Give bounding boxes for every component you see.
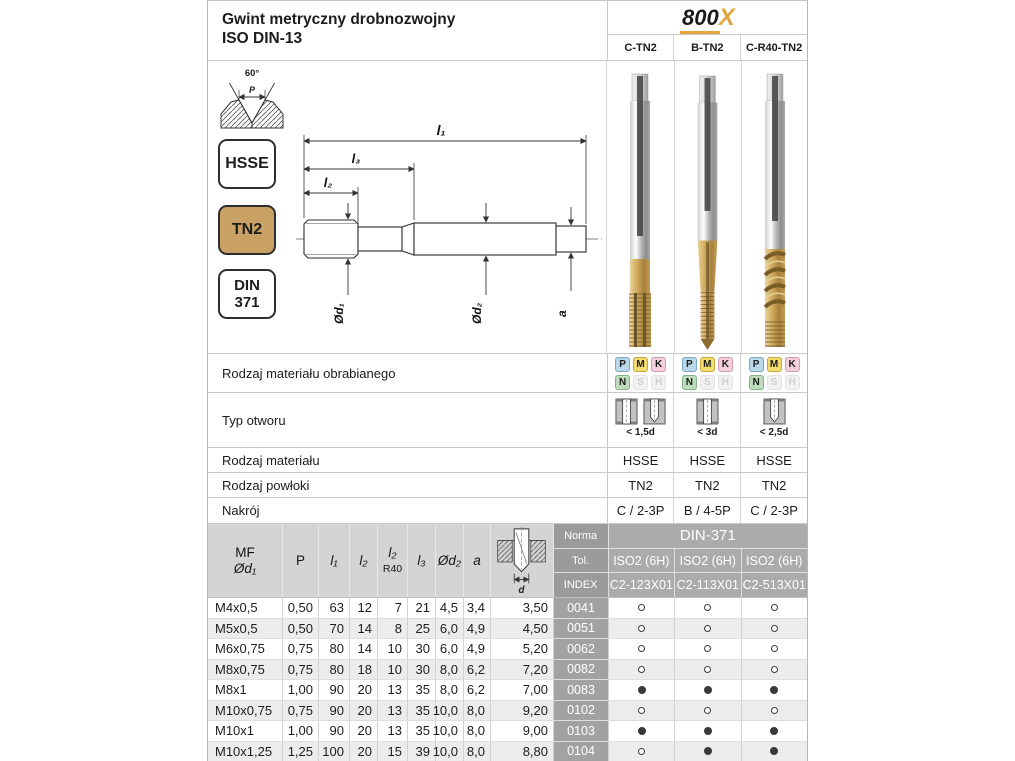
hole-type-label: Typ otworu <box>208 393 608 447</box>
hole-type-cell <box>740 393 807 447</box>
cell-size: M6x0,75 <box>208 639 283 659</box>
cell-index: 0083 <box>554 680 609 700</box>
availability-cell <box>742 660 807 680</box>
cell-value: 63 <box>319 598 350 618</box>
tool-material-value: HSSE <box>740 448 807 472</box>
hole-type-cell <box>608 393 674 447</box>
cell-value: 4,9 <box>464 619 491 639</box>
dim-l1: l₁ <box>436 122 446 138</box>
column-header-line: R40 <box>382 562 403 575</box>
availability-dot-filled <box>638 727 646 735</box>
cell-value: 1,00 <box>283 680 319 700</box>
availability-dot-filled <box>704 727 712 735</box>
thread-profile-icon <box>216 66 288 132</box>
cell-value: 10,0 <box>436 701 464 721</box>
cell-index: 0102 <box>554 701 609 721</box>
material-badge-k: K <box>651 357 666 372</box>
availability-cell <box>609 660 675 680</box>
din371-badge <box>218 269 276 319</box>
material-badges-cell <box>608 354 674 392</box>
pitch-label: P <box>248 85 256 95</box>
header-section <box>208 1 807 61</box>
tolerance-value: ISO2 (6H) <box>742 549 807 573</box>
availability-cell <box>609 619 675 639</box>
cell-value: 7,00 <box>491 680 554 700</box>
column-header-line: Ød₁ <box>233 560 257 576</box>
cell-value: 80 <box>319 660 350 680</box>
brand-logo-800x <box>680 3 735 31</box>
drill-hole-icon <box>494 525 549 597</box>
cell-value: 21 <box>408 598 436 618</box>
material-badge-m: M <box>633 357 648 372</box>
cell-value: 0,50 <box>283 619 319 639</box>
tap-photos <box>607 61 807 353</box>
availability-dot-filled <box>770 747 778 755</box>
tool-material-value: HSSE <box>673 448 740 472</box>
table-row <box>208 721 807 742</box>
cell-size: M5x0,5 <box>208 619 283 639</box>
index-code: C2-513X01 <box>742 573 807 597</box>
tool-material-value: HSSE <box>622 452 659 468</box>
availability-dot-open <box>771 707 778 714</box>
availability-dot-filled <box>770 686 778 694</box>
cell-size: M4x0,5 <box>208 598 283 618</box>
availability-dot-open <box>638 645 645 652</box>
index-label: INDEX <box>554 573 609 597</box>
availability-cell <box>609 639 675 659</box>
cell-value: 4,50 <box>491 619 554 639</box>
cell-value: 0,75 <box>283 639 319 659</box>
through-hole-icon <box>696 397 719 426</box>
availability-dot-filled <box>638 686 646 694</box>
workpiece-material-row <box>208 354 807 393</box>
table-row <box>208 742 807 761</box>
dimension-headers <box>208 524 491 597</box>
title-line1: Gwint metryczny drobnozwojny <box>222 11 456 28</box>
material-badge-p: P <box>615 357 630 372</box>
cell-value: 90 <box>319 680 350 700</box>
tolerance-value: ISO2 (6H) <box>609 549 675 573</box>
availability-dot-open <box>704 604 711 611</box>
material-badge-n: N <box>749 375 764 390</box>
availability-dot-open <box>704 707 711 714</box>
blind-hole-icon <box>643 397 666 426</box>
cell-value: 10 <box>378 639 408 659</box>
cell-value: 90 <box>319 701 350 721</box>
availability-dot-filled <box>770 727 778 735</box>
coating-value: TN2 <box>673 473 740 497</box>
din-label: DIN <box>234 277 260 294</box>
availability-cell <box>675 619 741 639</box>
availability-dot-open <box>704 625 711 632</box>
cell-value: 0,75 <box>283 660 319 680</box>
material-badge-p: P <box>682 357 697 372</box>
cell-index: 0103 <box>554 721 609 741</box>
material-badge-h: H <box>651 375 666 390</box>
cell-value: 13 <box>378 721 408 741</box>
cell-value: 14 <box>350 619 378 639</box>
cell-value: 4,5 <box>436 598 464 618</box>
cell-value: 3,50 <box>491 598 554 618</box>
cell-value: 10 <box>378 660 408 680</box>
cell-value: 80 <box>319 639 350 659</box>
availability-cell <box>675 598 741 618</box>
cell-value: 8,0 <box>436 660 464 680</box>
column-header-line: l₁ <box>330 552 338 568</box>
tolerance-label: Tol. <box>554 549 609 573</box>
availability-dot-open <box>638 748 645 755</box>
cell-value: 15 <box>378 742 408 761</box>
title-line2: ISO DIN-13 <box>222 30 303 47</box>
drill-d-label: d <box>518 584 525 596</box>
coating-value: TN2 <box>628 477 653 493</box>
hole-size-label: < 1,5d <box>626 427 655 438</box>
column-header <box>350 524 378 597</box>
availability-cell <box>742 742 807 761</box>
cell-value: 13 <box>378 701 408 721</box>
hole-icons <box>763 397 786 426</box>
column-header <box>378 524 408 597</box>
cell-value: 90 <box>319 721 350 741</box>
hole-type-cell <box>673 393 740 447</box>
cell-value: 6,0 <box>436 619 464 639</box>
brand-area <box>608 1 807 60</box>
index-code: C2-123X01 <box>609 573 675 597</box>
availability-dot-open <box>638 707 645 714</box>
index-code: C2-113X01 <box>675 573 741 597</box>
hole-icons <box>696 397 719 426</box>
availability-dot-open <box>638 666 645 673</box>
cell-value: 20 <box>350 742 378 761</box>
cell-value: 30 <box>408 660 436 680</box>
availability-cell <box>742 721 807 741</box>
tap-photo-c-tn2 <box>607 61 674 353</box>
availability-cell <box>675 680 741 700</box>
din-number: 371 <box>234 294 260 311</box>
column-header-line: l₂ <box>359 552 368 568</box>
cell-value: 35 <box>408 701 436 721</box>
chamfer-value: B / 4-5P <box>673 498 740 523</box>
column-header-line: MF <box>235 544 255 560</box>
cell-value: 25 <box>408 619 436 639</box>
material-badge-p: P <box>749 357 764 372</box>
availability-dot-open <box>638 625 645 632</box>
availability-cell <box>742 680 807 700</box>
workpiece-material-label: Rodzaj materiału obrabianego <box>208 354 608 392</box>
availability-cell <box>742 639 807 659</box>
product-column-header: C-R40-TN2 <box>740 35 807 60</box>
column-header-line: Ød₂ <box>437 552 462 568</box>
cell-size: M8x0,75 <box>208 660 283 680</box>
table-row <box>208 660 807 681</box>
material-badge-n: N <box>682 375 697 390</box>
chamfer-value: C / 2-3P <box>616 503 665 518</box>
availability-dot-open <box>771 645 778 652</box>
coating-value: TN2 <box>740 473 807 497</box>
coating-label: Rodzaj powłoki <box>208 473 608 497</box>
dim-a: a <box>555 310 569 317</box>
tap-photo-b-tn2 <box>674 61 741 353</box>
cell-size: M8x1 <box>208 680 283 700</box>
availability-dot-open <box>771 625 778 632</box>
cell-value: 0,75 <box>283 701 319 721</box>
availability-dot-open <box>638 604 645 611</box>
availability-cell <box>609 598 675 618</box>
cell-value: 9,00 <box>491 721 554 741</box>
cell-size: M10x1 <box>208 721 283 741</box>
cell-value: 8 <box>378 619 408 639</box>
material-badge-h: H <box>718 375 733 390</box>
meta-row-tolerance <box>554 549 807 574</box>
material-badge-grid <box>682 357 733 390</box>
hsse-badge <box>218 139 276 189</box>
brand-800: 800 <box>680 5 720 34</box>
straight-flute-tap-image <box>607 61 674 354</box>
drill-diameter-header <box>491 524 554 597</box>
cell-value: 100 <box>319 742 350 761</box>
column-header-line: P <box>295 552 305 568</box>
cell-size: M10x1,25 <box>208 742 283 761</box>
table-row <box>208 680 807 701</box>
table-header <box>208 524 807 598</box>
cell-value: 0,50 <box>283 598 319 618</box>
dim-l2: l₂ <box>323 175 333 190</box>
column-header <box>283 524 319 597</box>
availability-cell <box>675 742 741 761</box>
hole-icons <box>615 397 666 426</box>
tn2-badge <box>218 205 276 255</box>
material-badge-columns <box>608 354 807 392</box>
cell-value: 8,80 <box>491 742 554 761</box>
cell-value: 4,9 <box>464 639 491 659</box>
cell-index: 0062 <box>554 639 609 659</box>
dim-l3: l₃ <box>351 151 361 166</box>
cell-value: 20 <box>350 701 378 721</box>
illustration-section <box>208 61 807 354</box>
column-header <box>408 524 436 597</box>
catalog-content <box>207 0 808 761</box>
availability-cell <box>609 701 675 721</box>
material-badge-k: K <box>718 357 733 372</box>
cell-value: 18 <box>350 660 378 680</box>
availability-cell <box>742 598 807 618</box>
cell-value: 8,0 <box>464 742 491 761</box>
material-badge-grid <box>749 357 800 390</box>
column-header-line: l₃ <box>417 552 426 568</box>
cell-value: 7,20 <box>491 660 554 680</box>
cell-value: 6,2 <box>464 680 491 700</box>
hole-size-label: < 2,5d <box>759 427 789 438</box>
cell-value: 3,4 <box>464 598 491 618</box>
blind-hole-icon <box>763 397 786 426</box>
availability-cell <box>609 721 675 741</box>
cell-index: 0104 <box>554 742 609 761</box>
brand-logo-row <box>608 1 807 35</box>
material-badge-s: S <box>633 375 648 390</box>
dim-d1: Ød₁ <box>332 303 346 324</box>
material-badge-s: S <box>700 375 715 390</box>
product-column-header: B-TN2 <box>673 35 740 60</box>
availability-cell <box>675 639 741 659</box>
meta-block <box>554 524 807 597</box>
material-badge-h: H <box>785 375 800 390</box>
cell-size: M10x0,75 <box>208 701 283 721</box>
spiral-point-tap-image <box>675 61 741 354</box>
tolerance-value: ISO2 (6H) <box>675 549 741 573</box>
table-row <box>208 619 807 640</box>
material-badge-s: S <box>767 375 782 390</box>
cell-value: 1,25 <box>283 742 319 761</box>
cell-value: 20 <box>350 721 378 741</box>
product-column-header: C-TN2 <box>624 41 657 54</box>
cell-value: 5,20 <box>491 639 554 659</box>
hsse-label: HSSE <box>225 155 269 172</box>
material-badge-m: M <box>767 357 782 372</box>
material-badge-grid <box>615 357 666 390</box>
cell-value: 12 <box>350 598 378 618</box>
angle-label: 60° <box>244 68 260 79</box>
cell-value: 70 <box>319 619 350 639</box>
tn2-label: TN2 <box>231 221 263 238</box>
cell-value: 13 <box>378 680 408 700</box>
cell-index: 0041 <box>554 598 609 618</box>
coating-row <box>208 473 807 498</box>
table-row <box>208 639 807 660</box>
availability-dot-filled <box>704 747 712 755</box>
product-column-headers <box>608 35 807 60</box>
meta-row-norma <box>554 524 807 549</box>
availability-dot-open <box>771 604 778 611</box>
cell-value: 39 <box>408 742 436 761</box>
column-header-line: l₂ <box>388 544 397 560</box>
tap-photo-c-r40-tn2 <box>741 61 809 353</box>
norma-value: DIN-371 <box>609 524 807 548</box>
hole-type-row <box>208 393 807 448</box>
table-row <box>208 701 807 722</box>
through-hole-icon <box>615 397 638 426</box>
table-body <box>208 598 807 761</box>
material-badges-cell <box>673 354 740 392</box>
column-header <box>208 524 283 597</box>
table-row <box>208 598 807 619</box>
brand-x: X <box>718 3 735 31</box>
availability-cell <box>742 701 807 721</box>
material-badge-k: K <box>785 357 800 372</box>
chamfer-value: C / 2-3P <box>740 498 807 523</box>
norma-label: Norma <box>554 524 609 548</box>
availability-dot-open <box>704 666 711 673</box>
column-header-line: a <box>473 552 481 568</box>
cell-value: 8,0 <box>436 680 464 700</box>
availability-cell <box>742 619 807 639</box>
cell-value: 6,2 <box>464 660 491 680</box>
chamfer-label: Nakrój <box>208 498 608 523</box>
column-header <box>436 524 464 597</box>
hole-size-label: < 3d <box>697 427 718 438</box>
hole-type-columns <box>608 393 807 447</box>
drawing-zone <box>208 61 607 353</box>
page-title <box>208 1 608 60</box>
material-badge-m: M <box>700 357 715 372</box>
availability-cell <box>675 660 741 680</box>
column-header <box>319 524 350 597</box>
material-badge-n: N <box>615 375 630 390</box>
cell-value: 8,0 <box>464 721 491 741</box>
cell-index: 0051 <box>554 619 609 639</box>
cell-value: 20 <box>350 680 378 700</box>
cell-value: 14 <box>350 639 378 659</box>
tap-dimension-drawing <box>294 119 604 334</box>
availability-cell <box>609 742 675 761</box>
cell-value: 35 <box>408 721 436 741</box>
availability-dot-open <box>704 645 711 652</box>
cell-value: 9,20 <box>491 701 554 721</box>
availability-dot-filled <box>704 686 712 694</box>
cell-value: 10,0 <box>436 721 464 741</box>
cell-value: 6,0 <box>436 639 464 659</box>
dim-d2: Ød₂ <box>470 302 484 324</box>
cell-value: 30 <box>408 639 436 659</box>
cell-value: 10,0 <box>436 742 464 761</box>
cell-index: 0082 <box>554 660 609 680</box>
availability-cell <box>609 680 675 700</box>
cell-value: 8,0 <box>464 701 491 721</box>
availability-cell <box>675 721 741 741</box>
tool-material-row <box>208 448 807 473</box>
meta-row-index <box>554 573 807 597</box>
chamfer-row <box>208 498 807 524</box>
material-badges-cell <box>740 354 807 392</box>
availability-dot-open <box>771 666 778 673</box>
cell-value: 1,00 <box>283 721 319 741</box>
cell-value: 7 <box>378 598 408 618</box>
tool-material-label: Rodzaj materiału <box>208 448 608 472</box>
column-header <box>464 524 491 597</box>
cell-value: 35 <box>408 680 436 700</box>
availability-cell <box>675 701 741 721</box>
spiral-flute-tap-image <box>742 61 809 354</box>
